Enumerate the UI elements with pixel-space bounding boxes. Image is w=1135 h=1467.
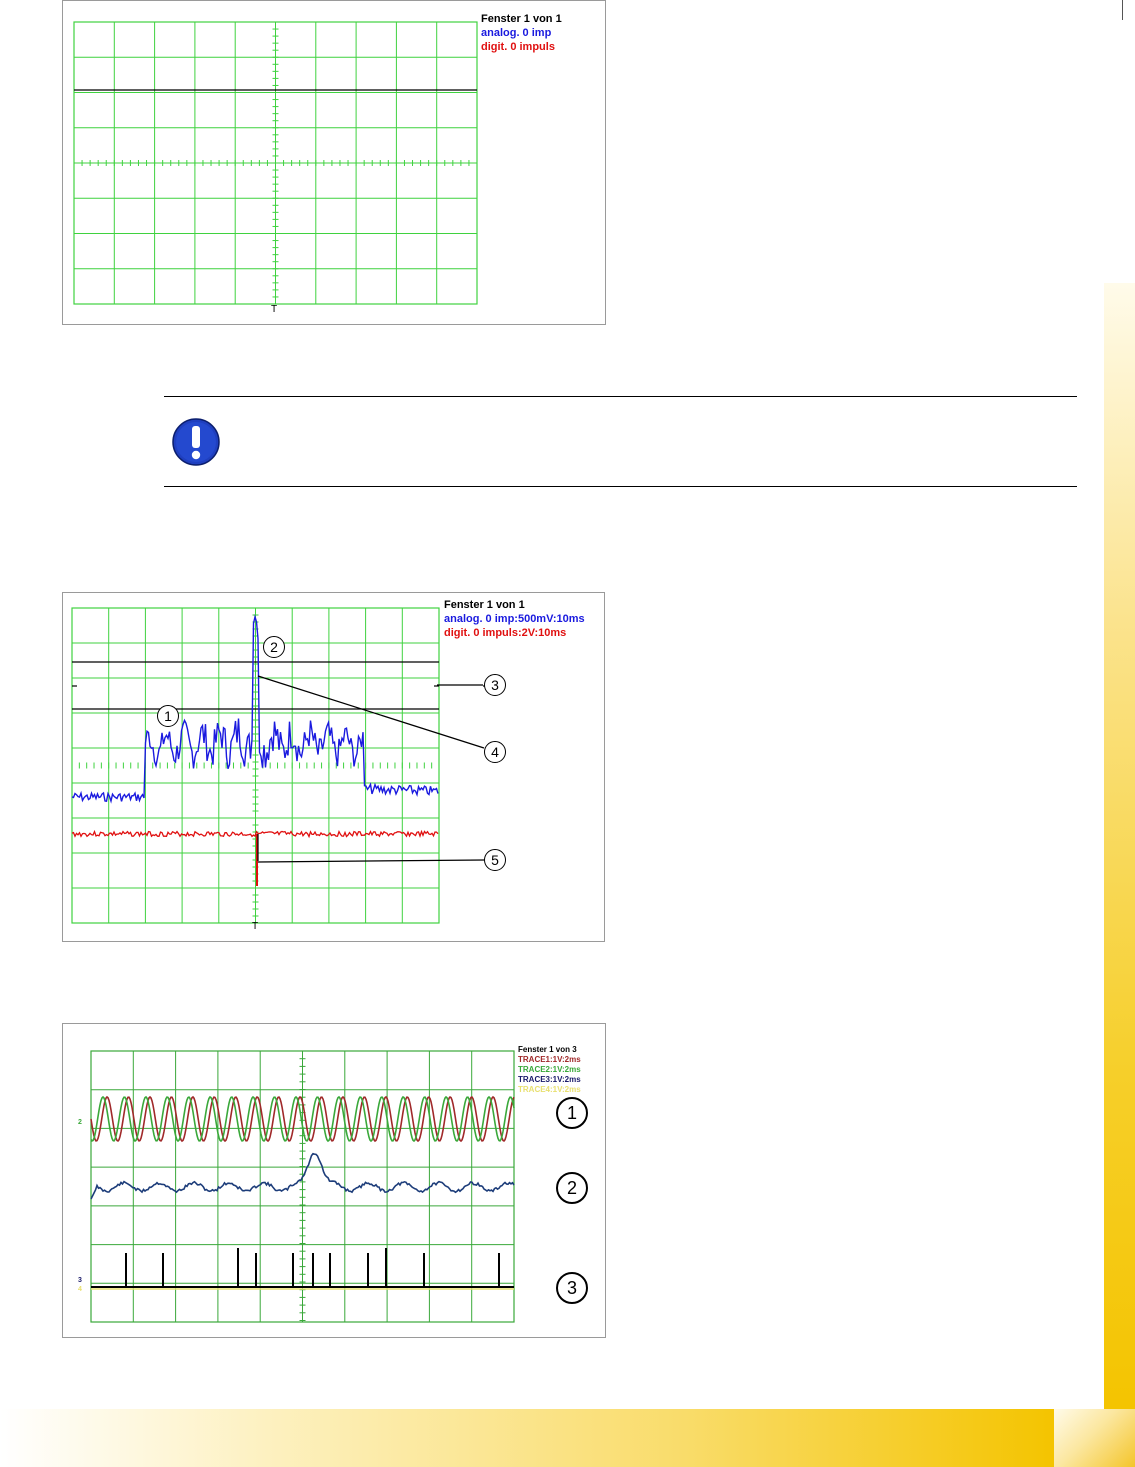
scope2-legend-title: Fenster 1 von 1 <box>444 599 525 611</box>
page-footer-band <box>0 1409 1054 1467</box>
scope2-callout-4: 4 <box>484 741 506 763</box>
scope3-callout-3: 3 <box>556 1272 588 1304</box>
scope1-legend-analog: analog. 0 imp <box>481 26 552 39</box>
scope2-callout-1: 1 <box>157 705 179 727</box>
scope3-channel-marker-3: 3 <box>78 1277 82 1284</box>
oscilloscope-screenshot-3 <box>62 1023 606 1338</box>
scope3-channel-marker-2: 2 <box>78 1119 82 1126</box>
scope3-legend-trace2: TRACE2:1V:2ms <box>518 1065 581 1074</box>
scope3-callout-1: 1 <box>556 1097 588 1129</box>
scope3-legend-title: Fenster 1 von 3 <box>518 1045 577 1054</box>
scope2-callout-3: 3 <box>484 674 506 696</box>
scope3-legend-trace1: TRACE1:1V:2ms <box>518 1055 581 1064</box>
scope2-callout-2: 2 <box>263 636 285 658</box>
scope3-legend <box>518 1045 581 1095</box>
scope3-legend-trace4: TRACE4:1V:2ms <box>518 1085 581 1094</box>
scope3-callout-2: 2 <box>556 1172 588 1204</box>
scope2-legend-digital: digit. 0 impuls:2V:10ms <box>444 626 567 639</box>
scope2-trigger-marker: T <box>252 921 259 932</box>
scope2-legend-analog: analog. 0 imp:500mV:10ms <box>444 612 585 625</box>
scope2-callout-5: 5 <box>484 849 506 871</box>
page-corner-box <box>1054 1409 1135 1467</box>
scope3-legend-trace3: TRACE3:1V:2ms <box>518 1075 581 1084</box>
scope1-legend-title: Fenster 1 von 1 <box>481 13 562 25</box>
page-side-band <box>1104 283 1135 1410</box>
scope1-trigger-marker: T <box>271 304 278 315</box>
scope3-channel-marker-4: 4 <box>78 1286 82 1293</box>
scope1-legend-digital: digit. 0 impuls <box>481 40 555 53</box>
